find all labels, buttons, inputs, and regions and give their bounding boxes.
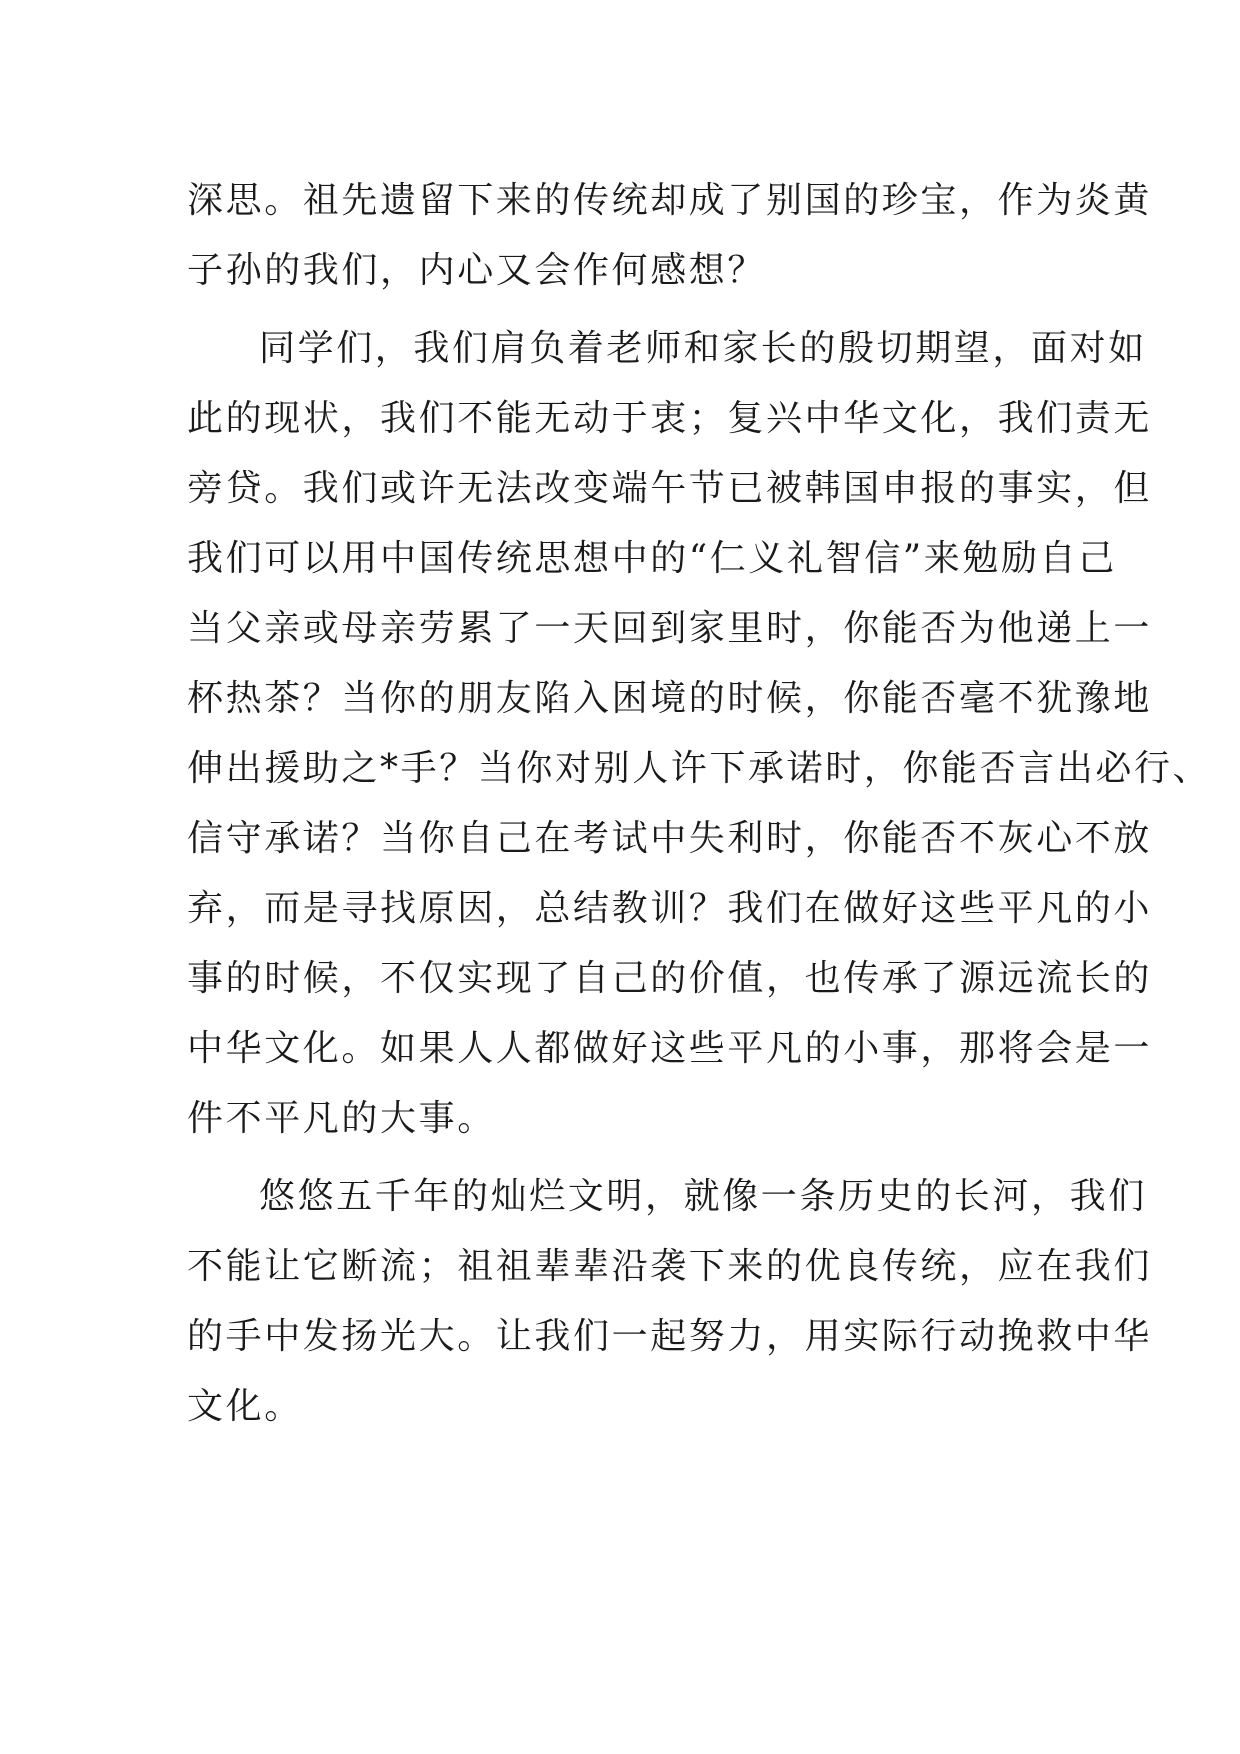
text-line: 事的时候，不仅实现了自己的价值，也传承了源远流长的 <box>187 958 1153 999</box>
text-line: 件不平凡的大事。 <box>187 1098 496 1139</box>
text-line: 信守承诺？当你自己在考试中失利时，你能否不灰心不放 <box>187 818 1153 859</box>
body-text <box>187 166 1212 1442</box>
paragraph-first-line: 悠悠五千年的灿烂文明，就像一条历史的长河，我们 <box>259 1176 1147 1217</box>
text-line: 弃，而是寻找原因，总结教训？我们在做好这些平凡的小 <box>187 888 1153 929</box>
text-line: 伸出援助之*手？当你对别人许下承诺时，你能否言出必行、 <box>187 748 1212 789</box>
text-line: 的手中发扬光大。让我们一起努力，用实际行动挽救中华 <box>187 1316 1153 1357</box>
text-line: 子孙的我们，内心又会作何感想？ <box>187 250 767 291</box>
text-line: 此的现状，我们不能无动于衷；复兴中华文化，我们责无 <box>187 398 1153 439</box>
text-line: 我们可以用中国传统思想中的“仁义礼智信”来勉励自己 <box>187 538 1117 579</box>
text-line: 不能让它断流；祖祖辈辈沿袭下来的优良传统，应在我们 <box>187 1246 1153 1287</box>
text-line: 深思。祖先遗留下来的传统却成了别国的珍宝，作为炎黄 <box>187 180 1153 221</box>
text-line: 杯热茶？当你的朋友陷入困境的时候，你能否毫不犹豫地 <box>187 678 1153 719</box>
text-line: 旁贷。我们或许无法改变端午节已被韩国申报的事实，但 <box>187 468 1153 509</box>
paragraph-first-line: 同学们，我们肩负着老师和家长的殷切期望，面对如 <box>259 328 1147 369</box>
text-line: 中华文化。如果人人都做好这些平凡的小事，那将会是一 <box>187 1028 1153 1069</box>
text-line: 文化。 <box>187 1386 303 1427</box>
text-line: 当父亲或母亲劳累了一天回到家里时，你能否为他递上一 <box>187 608 1153 649</box>
